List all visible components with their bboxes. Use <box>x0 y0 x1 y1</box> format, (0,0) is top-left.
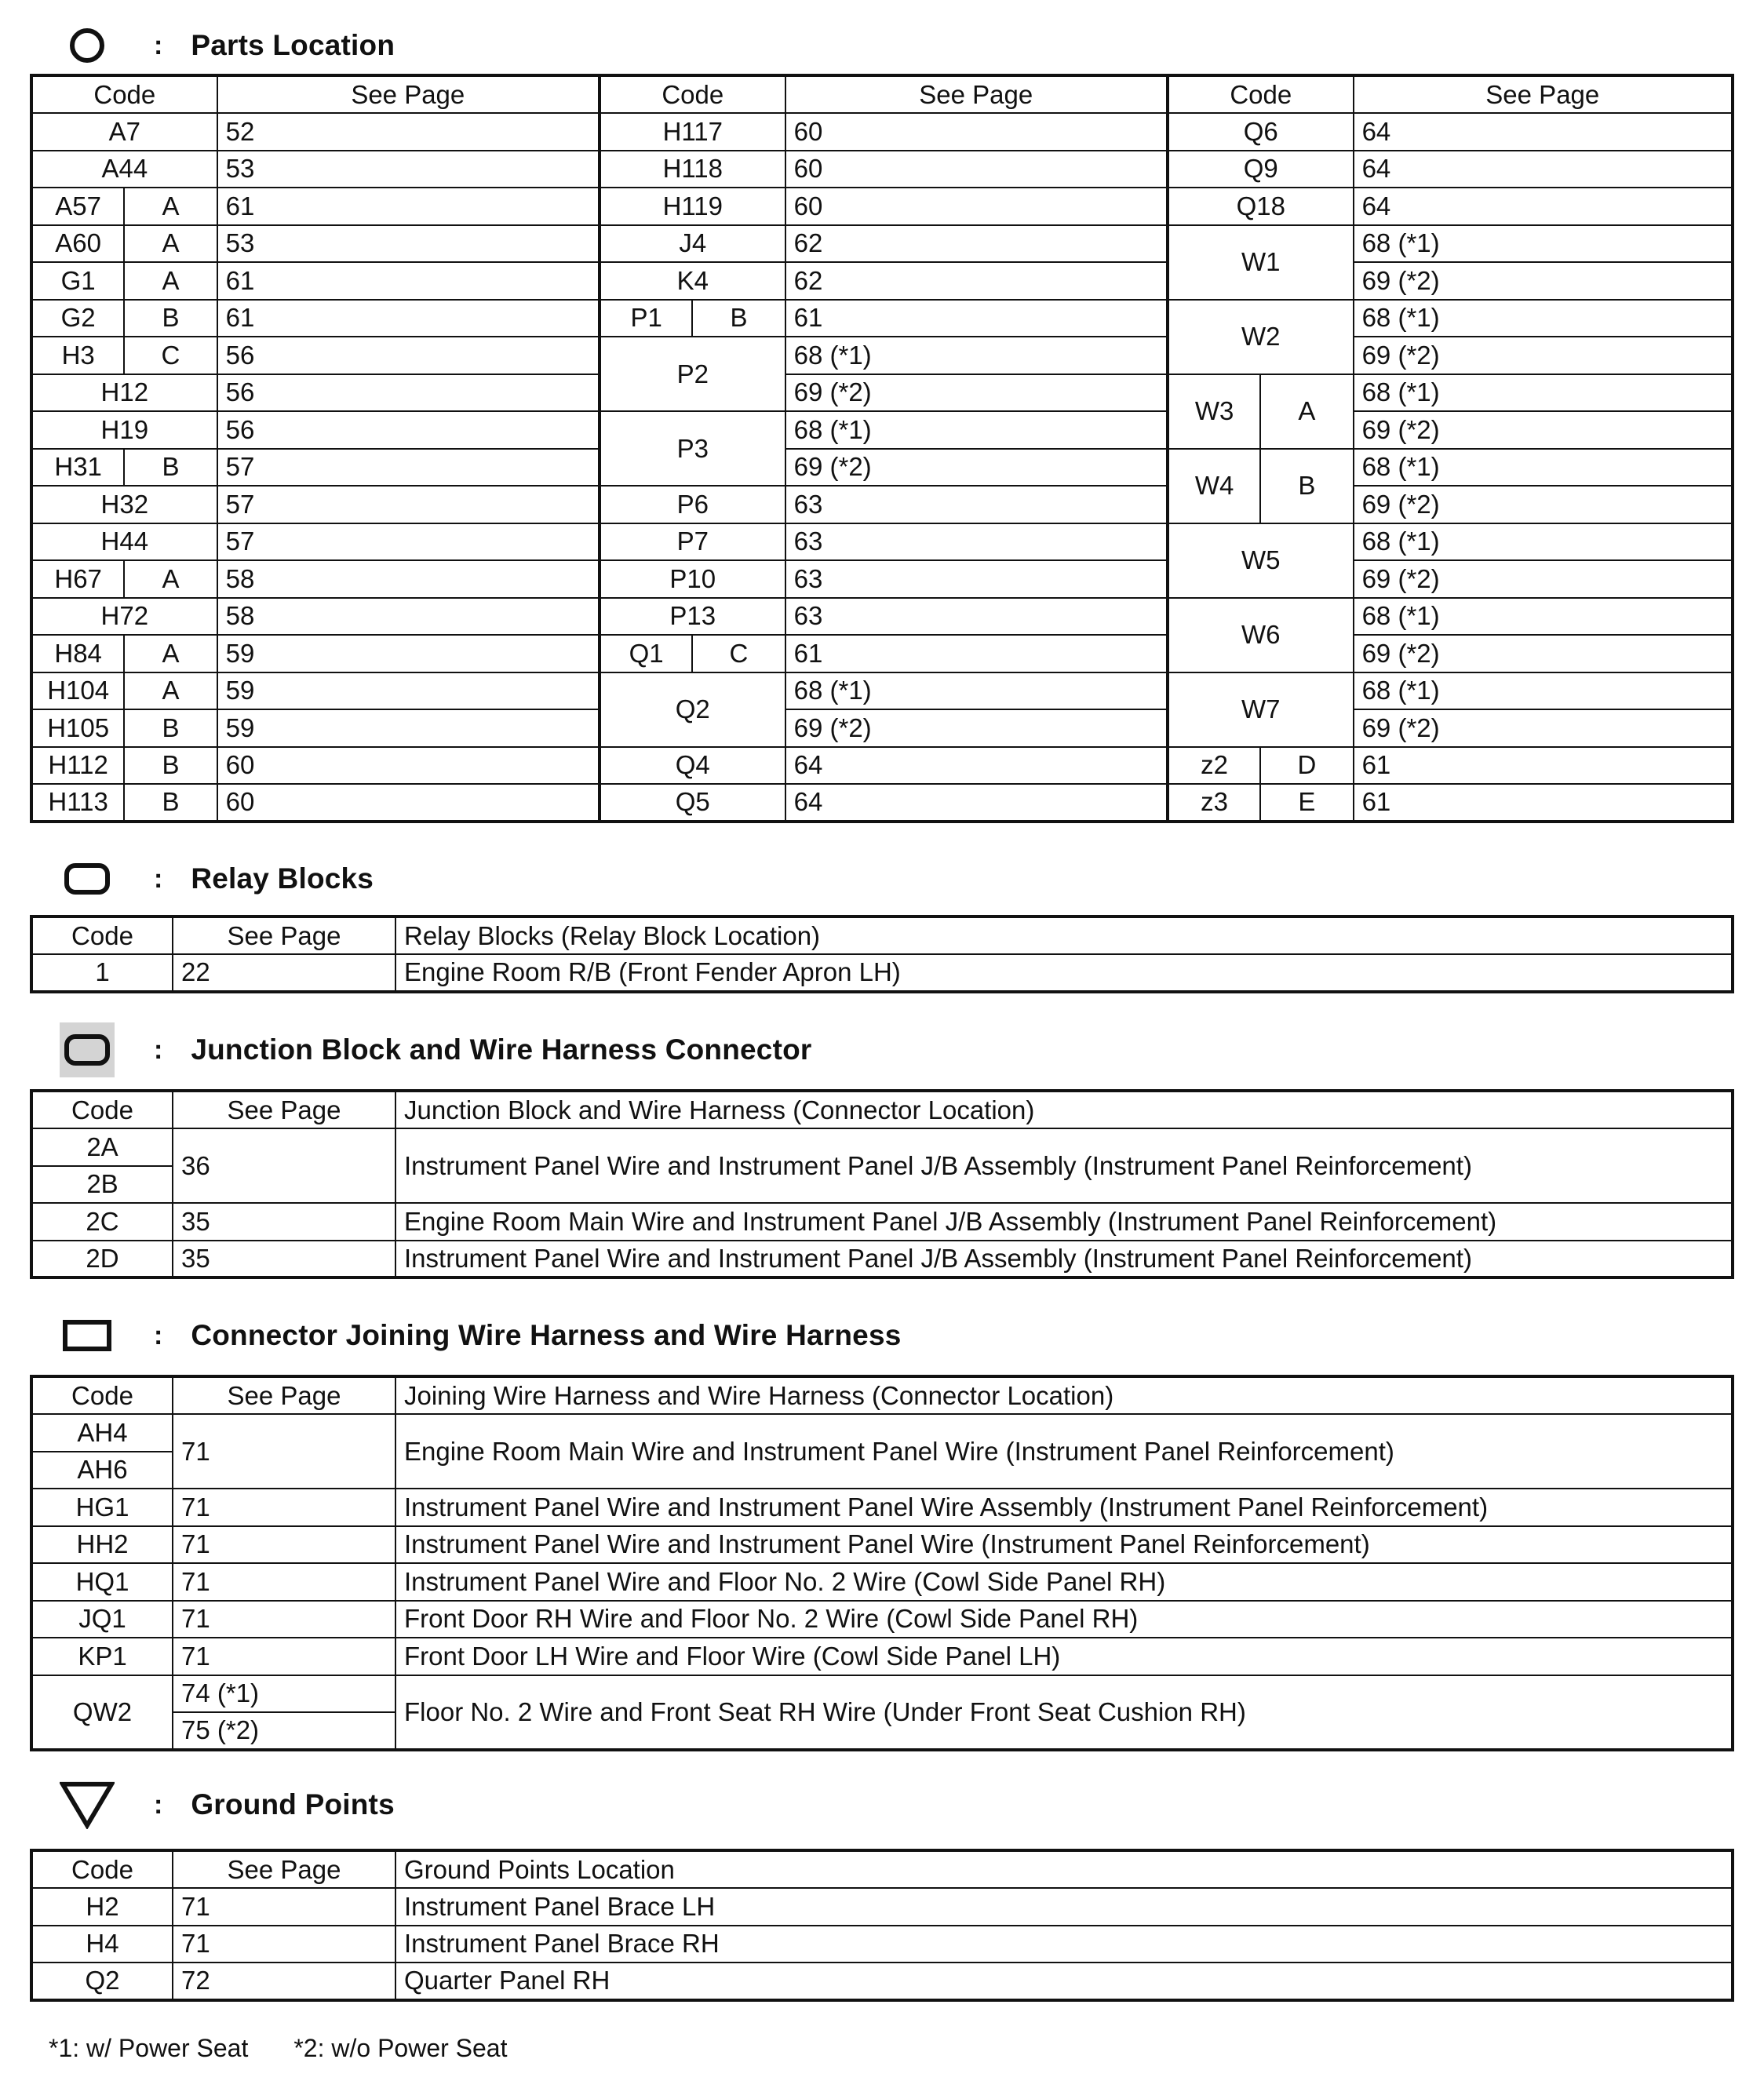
table-row <box>31 1926 1733 1963</box>
table-row <box>31 560 1733 598</box>
page-cell: 56 <box>217 411 600 449</box>
code-cell: P7 <box>600 523 785 561</box>
page-cell: 71 <box>173 1926 395 1963</box>
column-header-code: Code <box>31 1376 173 1414</box>
code-cell: 2B <box>31 1166 173 1204</box>
page-cell: 60 <box>785 113 1168 151</box>
code-cell: W1 <box>1168 225 1354 300</box>
relay-blocks-table <box>30 915 1734 993</box>
page-cell: 69 (*2) <box>1354 560 1733 598</box>
column-header-page: See Page <box>1354 75 1733 113</box>
column-header-page: See Page <box>173 1091 395 1128</box>
page-cell: 69 (*2) <box>1354 486 1733 523</box>
code-cell: H104 <box>31 672 124 710</box>
column-header-code: Code <box>31 917 173 954</box>
location-cell: Instrument Panel Wire and Instrument Panel J/B Assembly (Instrument Panel Reinforcement) <box>395 1128 1733 1203</box>
page-cell: 64 <box>785 747 1168 785</box>
table-row <box>31 598 1733 636</box>
table-row <box>31 523 1733 561</box>
code-cell: H12 <box>31 374 217 412</box>
sub-code-cell: A <box>124 560 217 598</box>
parts-location-title: Parts Location <box>191 29 395 61</box>
page-cell: 71 <box>173 1601 395 1638</box>
code-cell: Q1 <box>600 635 692 672</box>
footnote-2: *2: w/o Power Seat <box>293 2034 508 2062</box>
table-row <box>31 709 1733 747</box>
page-cell: 56 <box>217 374 600 412</box>
page-cell: 36 <box>173 1128 395 1203</box>
location-cell: Instrument Panel Wire and Floor No. 2 Wire (Cowl Side Panel RH) <box>395 1563 1733 1601</box>
page-cell: 68 (*1) <box>785 337 1168 374</box>
page-cell: 22 <box>173 954 395 992</box>
table-row <box>31 1526 1733 1564</box>
page-cell: 61 <box>785 300 1168 337</box>
code-cell: W5 <box>1168 523 1354 598</box>
sub-code-cell: C <box>124 337 217 374</box>
page-cell: 35 <box>173 1203 395 1241</box>
location-cell: Instrument Panel Wire and Instrument Panel Wire Assembly (Instrument Panel Reinforcement) <box>395 1489 1733 1526</box>
page-cell: 64 <box>1354 151 1733 188</box>
page-cell: 69 (*2) <box>1354 635 1733 672</box>
code-cell: HG1 <box>31 1489 173 1526</box>
code-cell: H44 <box>31 523 217 561</box>
sub-code-cell: A <box>124 262 217 300</box>
page-cell: 69 (*2) <box>1354 411 1733 449</box>
table-row <box>31 1963 1733 2000</box>
page-cell: 59 <box>217 635 600 672</box>
code-cell: H72 <box>31 598 217 636</box>
code-cell: Q18 <box>1168 188 1354 225</box>
column-header-page: See Page <box>173 917 395 954</box>
table-row <box>31 672 1733 710</box>
page-cell: 60 <box>785 188 1168 225</box>
sub-code-cell: A <box>124 225 217 263</box>
page-cell: 68 (*1) <box>1354 598 1733 636</box>
table-row <box>31 1563 1733 1601</box>
page-cell: 61 <box>1354 784 1733 822</box>
code-cell: G1 <box>31 262 124 300</box>
table-row <box>31 747 1733 785</box>
code-cell: H118 <box>600 151 785 188</box>
code-cell: J4 <box>600 225 785 263</box>
rectangle-icon <box>60 1312 115 1359</box>
table-row <box>31 1489 1733 1526</box>
page-cell: 71 <box>173 1888 395 1926</box>
code-cell: P13 <box>600 598 785 636</box>
page-cell: 69 (*2) <box>785 449 1168 487</box>
page-cell: 63 <box>785 523 1168 561</box>
location-cell: Instrument Panel Brace RH <box>395 1926 1733 1963</box>
code-cell: Q9 <box>1168 151 1354 188</box>
page-cell: 62 <box>785 225 1168 263</box>
page-cell: 58 <box>217 598 600 636</box>
code-cell: H2 <box>31 1888 173 1926</box>
page-cell: 60 <box>785 151 1168 188</box>
location-cell: Engine Room Main Wire and Instrument Panel Wire (Instrument Panel Reinforcement) <box>395 1414 1733 1489</box>
sub-code-cell: B <box>124 784 217 822</box>
column-header-location: Ground Points Location <box>395 1850 1733 1888</box>
sub-code-cell: A <box>124 188 217 225</box>
code-cell: A7 <box>31 113 217 151</box>
column-header-page: See Page <box>173 1376 395 1414</box>
table-row <box>31 1638 1733 1675</box>
page-cell: 69 (*2) <box>1354 337 1733 374</box>
code-cell: H105 <box>31 709 124 747</box>
code-cell: H3 <box>31 337 124 374</box>
page-cell: 69 (*2) <box>1354 709 1733 747</box>
page-cell: 71 <box>173 1563 395 1601</box>
code-cell: H117 <box>600 113 785 151</box>
code-cell: W3 <box>1168 374 1260 449</box>
page-cell: 63 <box>785 486 1168 523</box>
junction-block-title: Junction Block and Wire Harness Connector <box>191 1033 812 1066</box>
location-cell: Engine Room R/B (Front Fender Apron LH) <box>395 954 1733 992</box>
location-cell: Engine Room Main Wire and Instrument Panel J/B Assembly (Instrument Panel Reinforcement) <box>395 1203 1733 1241</box>
code-cell: AH4 <box>31 1414 173 1452</box>
table-row <box>31 225 1733 263</box>
page-cell: 68 (*1) <box>785 672 1168 710</box>
table-row <box>31 784 1733 822</box>
page-cell: 69 (*2) <box>1354 262 1733 300</box>
table-header-row <box>31 1850 1733 1888</box>
page-cell: 74 (*1) <box>173 1675 395 1713</box>
page-cell: 59 <box>217 709 600 747</box>
table-row <box>31 1241 1733 1278</box>
column-header-location: Relay Blocks (Relay Block Location) <box>395 917 1733 954</box>
page-cell: 71 <box>173 1489 395 1526</box>
page-cell: 68 (*1) <box>1354 374 1733 412</box>
page-cell: 61 <box>785 635 1168 672</box>
location-cell: Instrument Panel Brace LH <box>395 1888 1733 1926</box>
code-cell: A44 <box>31 151 217 188</box>
code-cell: H31 <box>31 449 124 487</box>
code-cell: G2 <box>31 300 124 337</box>
table-row <box>31 337 1733 374</box>
footnote-1: *1: w/ Power Seat <box>49 2034 249 2062</box>
page-cell: 64 <box>785 784 1168 822</box>
code-cell: KP1 <box>31 1638 173 1675</box>
parts-location-heading: : Parts Location <box>60 22 395 69</box>
code-cell: H84 <box>31 635 124 672</box>
code-cell: A57 <box>31 188 124 225</box>
code-cell: JQ1 <box>31 1601 173 1638</box>
sub-code-cell: B <box>124 747 217 785</box>
code-cell: H119 <box>600 188 785 225</box>
table-row <box>31 1128 1733 1166</box>
table-row <box>31 113 1733 151</box>
circle-icon <box>60 22 115 69</box>
code-cell: z2 <box>1168 747 1260 785</box>
connector-table <box>30 1375 1734 1751</box>
column-header-code: Code <box>31 1091 173 1128</box>
location-cell: Quarter Panel RH <box>395 1963 1733 2000</box>
column-header-code: Code <box>31 1850 173 1888</box>
page-cell: 64 <box>1354 113 1733 151</box>
table-header-row <box>31 75 1733 113</box>
page-cell: 68 (*1) <box>1354 225 1733 263</box>
page-cell: 57 <box>217 449 600 487</box>
code-cell: W7 <box>1168 672 1354 747</box>
code-cell: 1 <box>31 954 173 992</box>
table-row <box>31 954 1733 992</box>
table-header-row <box>31 1376 1733 1414</box>
code-cell: 2C <box>31 1203 173 1241</box>
sub-code-cell: A <box>1260 374 1353 449</box>
code-cell: W2 <box>1168 300 1354 374</box>
code-cell: A60 <box>31 225 124 263</box>
column-header-code: Code <box>31 75 217 113</box>
code-cell: P2 <box>600 337 785 411</box>
table-row <box>31 1203 1733 1241</box>
relay-blocks-heading: : Relay Blocks <box>60 855 374 902</box>
column-header-code: Code <box>1168 75 1354 113</box>
page-cell: 68 (*1) <box>1354 523 1733 561</box>
table-row <box>31 1414 1733 1452</box>
page-cell: 35 <box>173 1241 395 1278</box>
code-cell: Q5 <box>600 784 785 822</box>
page-cell: 61 <box>1354 747 1733 785</box>
page-cell: 68 (*1) <box>785 411 1168 449</box>
location-cell: Front Door RH Wire and Floor No. 2 Wire (Cowl Side Panel RH) <box>395 1601 1733 1638</box>
code-cell: P1 <box>600 300 692 337</box>
table-row <box>31 374 1733 412</box>
code-cell: H19 <box>31 411 217 449</box>
table-row <box>31 1601 1733 1638</box>
connector-title: Connector Joining Wire Harness and Wire Harness <box>191 1319 902 1351</box>
table-header-row <box>31 917 1733 954</box>
code-cell: AH6 <box>31 1452 173 1489</box>
sub-code-cell: B <box>1260 449 1353 523</box>
column-header-location: Junction Block and Wire Harness (Connector Location) <box>395 1091 1733 1128</box>
page-cell: 64 <box>1354 188 1733 225</box>
sub-code-cell: D <box>1260 747 1353 785</box>
shaded-rounded-rect-icon <box>60 1026 115 1073</box>
page-cell: 53 <box>217 151 600 188</box>
code-cell: Q2 <box>31 1963 173 2000</box>
footnotes <box>49 2034 507 2063</box>
sub-code-cell: B <box>124 709 217 747</box>
table-row <box>31 411 1733 449</box>
page-cell: 68 (*1) <box>1354 672 1733 710</box>
table-row <box>31 262 1733 300</box>
code-cell: W6 <box>1168 598 1354 672</box>
code-cell: 2D <box>31 1241 173 1278</box>
page-cell: 69 (*2) <box>785 709 1168 747</box>
column-header-location: Joining Wire Harness and Wire Harness (Connector Location) <box>395 1376 1733 1414</box>
table-row <box>31 188 1733 225</box>
code-cell: W4 <box>1168 449 1260 523</box>
code-cell: H113 <box>31 784 124 822</box>
table-row <box>31 1888 1733 1926</box>
page-cell: 61 <box>217 300 600 337</box>
page-cell: 72 <box>173 1963 395 2000</box>
page-cell: 52 <box>217 113 600 151</box>
page-cell: 63 <box>785 560 1168 598</box>
parts-location-table <box>30 74 1734 823</box>
location-cell: Front Door LH Wire and Floor Wire (Cowl Side Panel LH) <box>395 1638 1733 1675</box>
table-row <box>31 635 1733 672</box>
page-cell: 63 <box>785 598 1168 636</box>
code-cell: K4 <box>600 262 785 300</box>
page-cell: 58 <box>217 560 600 598</box>
code-cell: H32 <box>31 486 217 523</box>
code-cell: z3 <box>1168 784 1260 822</box>
table-row <box>31 449 1733 487</box>
page-cell: 57 <box>217 523 600 561</box>
sub-code-cell: A <box>124 672 217 710</box>
page-cell: 71 <box>173 1638 395 1675</box>
code-cell: Q2 <box>600 672 785 747</box>
page-cell: 59 <box>217 672 600 710</box>
page-cell: 71 <box>173 1414 395 1489</box>
page-cell: 60 <box>217 747 600 785</box>
location-cell: Instrument Panel Wire and Instrument Panel J/B Assembly (Instrument Panel Reinforcement) <box>395 1241 1733 1278</box>
sub-code-cell: A <box>124 635 217 672</box>
ground-points-title: Ground Points <box>191 1788 395 1820</box>
triangle-down-icon <box>60 1781 115 1828</box>
sub-code-cell: E <box>1260 784 1353 822</box>
column-header-page: See Page <box>173 1850 395 1888</box>
table-row <box>31 1675 1733 1713</box>
code-cell: P6 <box>600 486 785 523</box>
page-cell: 56 <box>217 337 600 374</box>
ground-points-table <box>30 1849 1734 2002</box>
column-header-page: See Page <box>785 75 1168 113</box>
page-cell: 60 <box>217 784 600 822</box>
code-cell: 2A <box>31 1128 173 1166</box>
sub-code-cell: B <box>124 449 217 487</box>
code-cell: H67 <box>31 560 124 598</box>
code-cell: H4 <box>31 1926 173 1963</box>
table-row <box>31 300 1733 337</box>
page-cell: 62 <box>785 262 1168 300</box>
connector-heading: : Connector Joining Wire Harness and Wire Harness <box>60 1312 902 1359</box>
code-cell: H112 <box>31 747 124 785</box>
page-cell: 61 <box>217 188 600 225</box>
table-header-row <box>31 1091 1733 1128</box>
page-cell: 69 (*2) <box>785 374 1168 412</box>
code-cell: Q4 <box>600 747 785 785</box>
code-cell: Q6 <box>1168 113 1354 151</box>
location-cell: Floor No. 2 Wire and Front Seat RH Wire (Under Front Seat Cushion RH) <box>395 1675 1733 1750</box>
code-cell: HH2 <box>31 1526 173 1564</box>
sub-code-cell: C <box>692 635 785 672</box>
sub-code-cell: B <box>692 300 785 337</box>
page-cell: 57 <box>217 486 600 523</box>
relay-blocks-title: Relay Blocks <box>191 862 374 895</box>
junction-block-table <box>30 1089 1734 1279</box>
ground-points-heading: : Ground Points <box>60 1781 395 1828</box>
code-cell: HQ1 <box>31 1563 173 1601</box>
code-cell: P10 <box>600 560 785 598</box>
page-cell: 68 (*1) <box>1354 300 1733 337</box>
rounded-rect-icon <box>60 855 115 902</box>
page-cell: 53 <box>217 225 600 263</box>
page-cell: 68 (*1) <box>1354 449 1733 487</box>
code-cell: P3 <box>600 411 785 486</box>
page-cell: 71 <box>173 1526 395 1564</box>
table-row <box>31 151 1733 188</box>
location-cell: Instrument Panel Wire and Instrument Panel Wire (Instrument Panel Reinforcement) <box>395 1526 1733 1564</box>
page-cell: 75 (*2) <box>173 1712 395 1750</box>
junction-block-heading: : Junction Block and Wire Harness Connector <box>60 1026 812 1073</box>
table-row <box>31 486 1733 523</box>
sub-code-cell: B <box>124 300 217 337</box>
column-header-code: Code <box>600 75 785 113</box>
code-cell: QW2 <box>31 1675 173 1750</box>
page-cell: 61 <box>217 262 600 300</box>
column-header-page: See Page <box>217 75 600 113</box>
